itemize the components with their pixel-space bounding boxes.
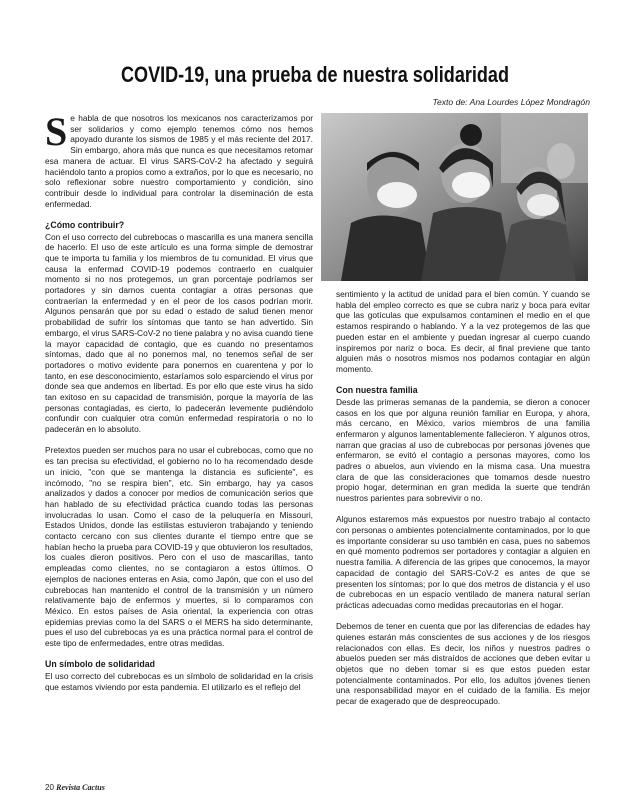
paragraph-edades: Debemos de tener en cuenta que por las diferencias de edades hay quienes estarán más conscientes de sus acciones y de los riesgos relacionados con ellas. Es decir, los niños y nuestros padres o abuelos pueden ser más distraídos de acciones que deben evitar u objetos que no deben tomar si es que estos pueden estar potencialmente contaminados. Por ello, los adultos jóvenes tienen una responsabilidad mayor en el cuidado de la familia. Es mejor pecar de exagerado que de despreocupado. — [336, 621, 590, 707]
article-byline: Texto de: Ana Lourdes López Mondragón — [432, 97, 590, 107]
paragraph-simbolo-continued: sentimiento y la actitud de unidad para el bien común. Y cuando se habla del empleo correcto es que se cubra nariz y boca para evitar que las gotículas que expulsamos contaminen el medio en el que estamos respirando o hablando. Y a la vez protegemos de las que pueden estar en el ambiente y puedan ingresar al cuerpo cuando inspiremos por nariz o boca. Es decir, al final previene que tanto alguien más o nosotros mismos nos podamos contagiar en algún momento. — [336, 289, 590, 374]
intro-paragraph — [45, 109, 313, 209]
page-number: 20 — [45, 783, 54, 792]
heading-con-nuestra-familia: Con nuestra familia — [336, 385, 418, 396]
page-footer — [45, 783, 105, 792]
paragraph-simbolo: El uso correcto del cubrebocas es un símbolo de solidaridad en la crisis que estamos viviendo por esta pandemia. El utilizarlo es el reflejo del — [45, 670, 313, 692]
intro-lead: e habla de que nosotros los mexicanos nos caracterizamos por ser solidarios y como ejemplo tenemos cómo nos hemos apoyado durante los sismos de 1985 y el más reciente del 2017. — [70, 113, 313, 145]
drop-cap: S — [45, 109, 68, 154]
article-photo — [321, 113, 588, 281]
paragraph-expuestos: Algunos estaremos más expuestos por nuestro trabajo al contacto con personas o ambientes potencialmente contaminados, por lo que es importante considerar su uso también en casa, pues no sabemos en qué momento podremos ser portadores y contagiar a alguien en nuestra familia. A diferencia de las gripes que conocemos, la mayor capacidad de contagio del SARS-CoV-2 es antes de que se presenten los síntomas; por lo que dos metros de distancia y el uso de cubrebocas en un espacio ventilado de manera natural serían prácticas adecuadas como medidas precautorias en el hogar. — [336, 514, 590, 610]
left-column — [45, 109, 313, 703]
heading-como-contribuir: ¿Cómo contribuir? — [45, 219, 125, 230]
paragraph-pretextos: Pretextos pueden ser muchos para no usar el cubrebocas, como que no es tan precisa su efectividad, el gobierno no lo ha recomendado desde un inicio, "con que se mantenga la distancia es suficiente", es incómodo, "no se respira bien", etc. Sin embargo, hay ya casos analizados y dados a conocer por medios de comunicación serios que han hablado de su efectividad práctica cuando todas las personas involucradas lo usan. Como el caso de la peluquería en Missouri, Estados Unidos, donde las estilistas estuvieron trabajando y teniendo contacto cercano con sus clientes durante el tiempo entre que se habían hecho la prueba para COVID-19 y que obtuvieron los resultados, los cuales dieron positivos. Pero con el uso de mascarillas, tanto empleadas como clientes, no se contagiaron a estos últimos. O ejemplos de naciones enteras en Asia, como Japón, que con el uso del cubrebocas han mantenido el control de la transmisión y un número relativamente bajo de enfermos y muertes, si lo comparamos con México. En estos países de Asia oriental, la experiencia con otras epidemias previas como la del SARS o el MERS ha sido determinante, pues el uso del cubrebocas ya es una práctica normal para el control de este tipo de enfermedades, entre otras medidas. — [45, 445, 313, 649]
intro-rest: Sin embargo, ahora más que nunca es que necesitamos retomar esa manera de actuar. El virus SARS-CoV-2 ha afectado y seguirá haciéndolo tanto a propios como a extraños, por lo que es necesario, no solo reflexionar sobre nuestro comportamiento y condición, sino contribuir desde lo individual para controlar la diseminación de esta enfermedad. — [45, 145, 313, 209]
photo-masked-people — [321, 113, 588, 281]
paragraph-familia: Desde las primeras semanas de la pandemia, se dieron a conocer casos en los que por alguna reunión familiar en Europa, y ahora, más cercano, en México, varios miembros de una familia enfermaron y algunos lamentablemente fallecieron. Y algunos otros, narran que gracias al uso de cubrebocas por personas jóvenes que enfermaron, se evitó el contagio a personas mayores, como los padres o abuelos, aun viviendo en la misma casa. Una muestra clara de que las consideraciones que tomamos desde nuestro propio hogar, determinan en gran medida la suerte que tendrán nuestros parientes para sobrevivir o no. — [336, 396, 590, 504]
paragraph-contribuir: Con el uso correcto del cubrebocas o mascarilla es una manera sencilla de hacerlo. El uso de este artículo es una forma simple de demostrar que te importa tu familia y los miembros de tu comunidad. El virus que causa la enfermad COVID-19 podemos contraerlo en cualquier momento si no nos protegemos, un gran porcentaje podríamos ser portadores y sin darnos cuenta contagiar a otras personas que contraerían la enfermedad y en el peor de los casos podrían morir. Algunos pensarán que por su edad o estado de salud tienen menor probabilidad de sufrir los síntomas que tanto se han advertido. Sin embargo, el virus SARS-CoV-2 no tiene palabra y no avisa cuando tiene la mayor capacidad de contagio, que es cuando no presentamos síntomas, dado que al no ponernos mal, no tenemos señal de ser portadores o motivo evidente para ponernos en cuarentena y por lo tanto, en ese desconocimiento, estaríamos solo esparciendo el virus por donde sea que andemos en libertad. Es por ello que este virus ha sido tan exitoso en su capacidad de transmisión, porque la mayoría de las personas contagiadas, es cierto, lo padecerán levemente pudiéndolo confundir con cualquier otra común enfermedad respiratoria o no lo padecerán en lo absoluto. — [45, 231, 313, 435]
magazine-name: Revista Cactus — [56, 783, 105, 792]
article-title: COVID-19, una prueba de nuestra solidaridad — [121, 62, 509, 87]
right-column — [336, 289, 590, 717]
heading-simbolo-solidaridad: Un símbolo de solidaridad — [45, 659, 155, 670]
